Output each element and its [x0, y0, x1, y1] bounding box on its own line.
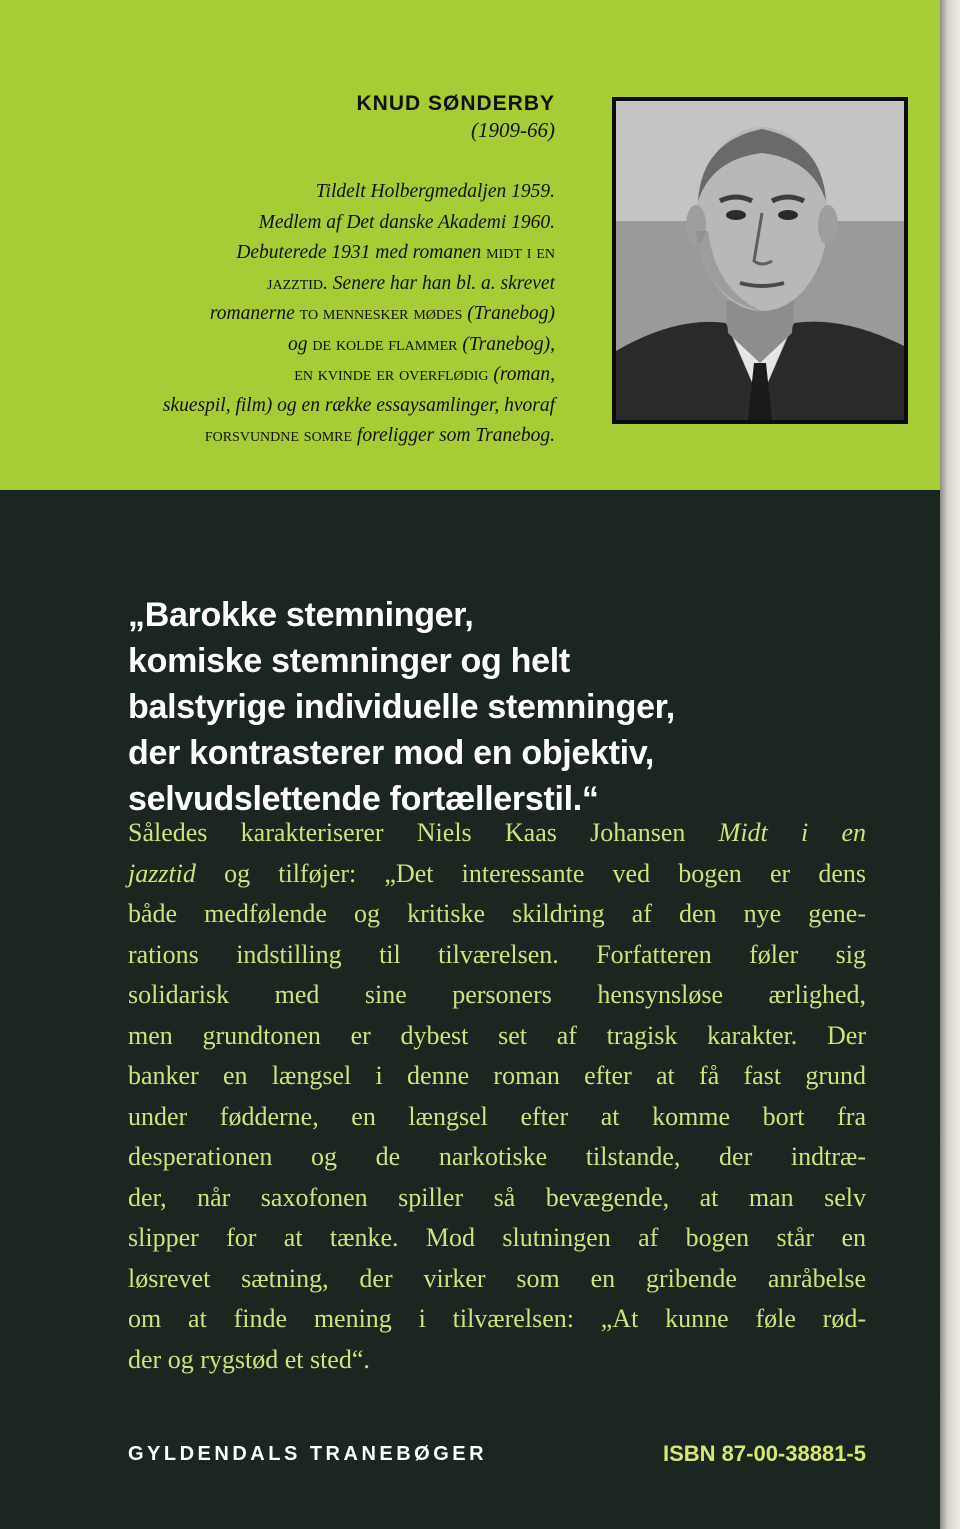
bio-line-segment: forsvundne somre: [204, 425, 353, 446]
bio-line-segment: to mennesker mødes: [299, 303, 463, 324]
description-line-segment: desperationen og de narkotiske tilstande, der indtræ-: [128, 1142, 866, 1171]
bio-line: [60, 330, 555, 361]
description-line: [128, 1178, 866, 1219]
pull-quote: [128, 592, 888, 822]
page-edge: [940, 0, 960, 1529]
bio-line-segment: skuespil, film) og en række essaysamlinger, hvoraf: [162, 394, 555, 416]
description-line: [128, 1299, 866, 1340]
bio-line: [60, 391, 555, 422]
author-bio: [60, 177, 555, 452]
description-line: [128, 1016, 866, 1057]
publisher-series: GYLDENDALS TRANEBØGER: [128, 1443, 488, 1465]
description-line: [128, 1097, 866, 1138]
bio-line-segment: en kvinde er overflødig: [294, 364, 489, 385]
description-line: [128, 1218, 866, 1259]
description-line: [128, 854, 866, 895]
description-text: [128, 813, 866, 1380]
description-line-segment: om at finde mening i tilværelsen: „At kunne føle rød-: [128, 1304, 866, 1333]
description-line: [128, 975, 866, 1016]
description-line-segment: rations indstilling til tilværelsen. Forfatteren føler sig: [128, 939, 866, 969]
description-line-segment: både medfølende og kritiske skildring af den nye gene-: [128, 899, 866, 928]
description-line: [128, 935, 866, 976]
bio-line-segment: foreligger som Tranebog.: [352, 425, 555, 446]
description-line: [128, 1259, 866, 1300]
description-line: [128, 1340, 866, 1381]
quote-line: selvudslettende fortællerstil.“: [128, 780, 599, 818]
bio-line-segment: (roman,: [488, 364, 555, 385]
author-name: KNUD SØNDERBY: [356, 92, 555, 115]
description-line-segment: løsrevet sætning, der virker som en gribende anråbelse: [128, 1263, 866, 1293]
bio-line-segment: Tildelt Holbergmedaljen 1959.: [315, 181, 555, 202]
bio-line-segment: . Senere har han bl. a. skrevet: [323, 272, 555, 294]
description-line-segment: der, når saxofonen spiller så bevægende, at man selv: [128, 1182, 866, 1212]
bio-line-segment: og: [288, 333, 313, 355]
description-line-segment: Således karakteriserer Niels Kaas Johansen: [128, 818, 719, 847]
description-line: [128, 1137, 866, 1178]
description-line: [128, 1056, 866, 1097]
bio-line-segment: jazztid: [267, 272, 324, 294]
author-portrait: [612, 97, 908, 424]
description-line-segment: solidarisk med sine personers hensynsløse ærlighed,: [128, 980, 866, 1009]
bio-line: [60, 269, 555, 300]
bio-line-segment: midt i en: [486, 242, 555, 263]
description-line-segment: banker en længsel i denne roman efter at få fast grund: [128, 1061, 866, 1090]
description-line-segment: Midt i en: [718, 818, 866, 847]
bio-line-segment: Debuterede 1931 med romanen: [236, 242, 487, 263]
bio-line: [60, 177, 555, 208]
quote-line: „Barokke stemninger,: [128, 596, 474, 634]
description-line-segment: jazztid: [128, 858, 196, 888]
description-line-segment: og tilføjer: „Det interessante ved bogen er dens: [195, 858, 866, 888]
bio-line-segment: (Tranebog): [462, 303, 555, 324]
description-line-segment: der og rygstød et sted“.: [128, 1344, 370, 1374]
bio-line: [60, 299, 555, 330]
author-panel: [0, 0, 940, 490]
bio-line: [60, 238, 555, 269]
author-dates: (1909-66): [471, 118, 555, 142]
description-line-segment: under fødderne, en længsel efter at komme bort fra: [128, 1101, 866, 1131]
bio-line: [60, 208, 555, 239]
description-line: [128, 894, 866, 935]
bio-line-segment: de kolde flammer: [312, 333, 458, 355]
quote-line: balstyrige individuelle stemninger,: [128, 688, 675, 726]
description-line: [128, 813, 866, 854]
bio-line: [60, 360, 555, 391]
bio-line-segment: romanerne: [209, 303, 300, 324]
bio-line: [60, 421, 555, 452]
portrait-illustration: [616, 101, 904, 420]
quote-line: der kontrasterer mod en objektiv,: [128, 734, 655, 772]
bio-line-segment: Medlem af Det danske Akademi 1960.: [258, 211, 555, 233]
description-line-segment: slipper for at tænke. Mod slutningen af bogen står en: [128, 1223, 866, 1252]
description-line-segment: men grundtonen er dybest set af tragisk karakter. Der: [128, 1020, 866, 1050]
bio-line-segment: (Tranebog),: [457, 333, 555, 355]
isbn: ISBN 87-00-38881-5: [662, 1441, 866, 1466]
quote-line: komiske stemninger og helt: [128, 642, 570, 680]
